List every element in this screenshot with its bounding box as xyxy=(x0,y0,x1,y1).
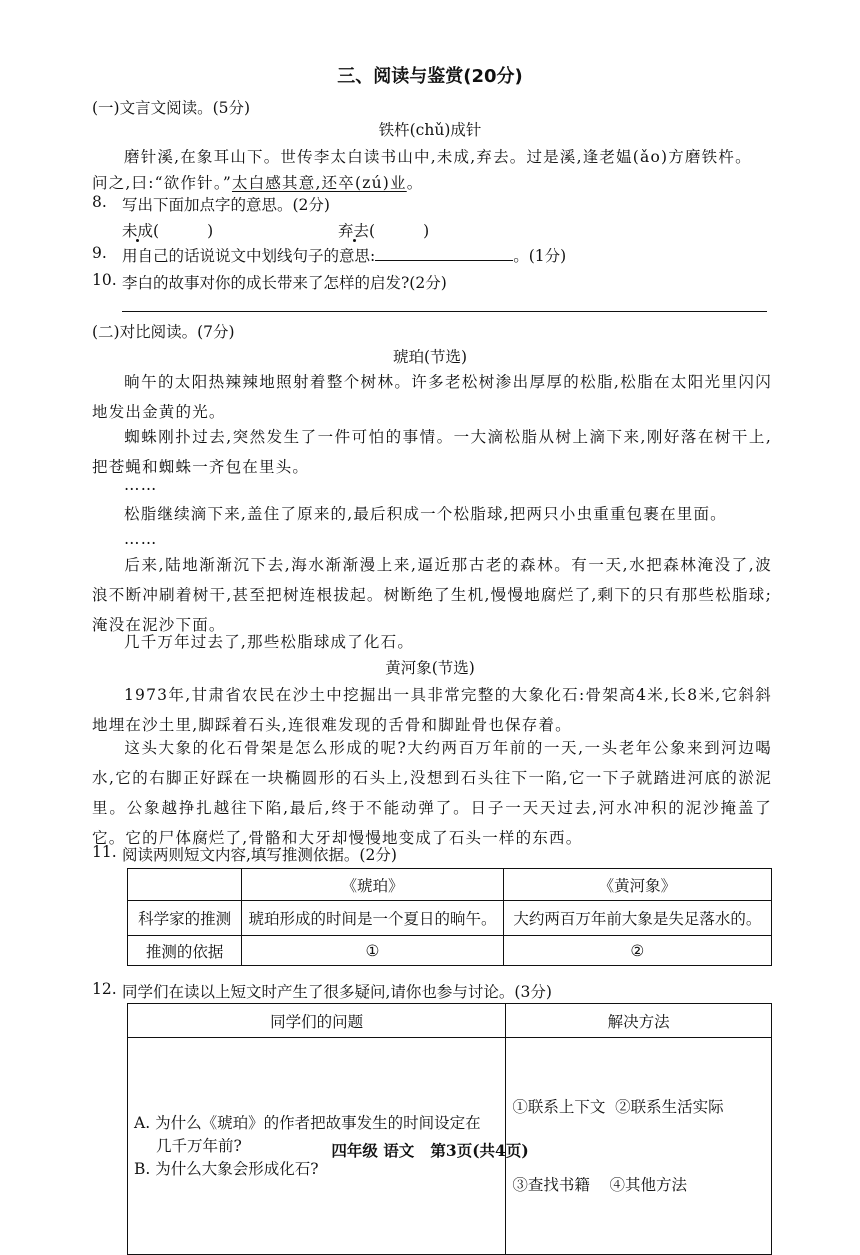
amber-p2-text: 蜘蛛刚扑过去,突然发生了一件可怕的事情。一大滴松脂从树上滴下来,刚好落在树干上,把苍蝇和蜘蛛一齐包在里头。 xyxy=(92,428,772,476)
q10-text: 李白的故事对你的成长带来了怎样的启发?(2分) xyxy=(122,274,447,292)
amber-p5-text: 几千万年过去了,那些松脂球成了化石。 xyxy=(124,633,415,651)
q10-answer-line[interactable] xyxy=(122,311,767,312)
q12-header-questions: 同学们的问题 xyxy=(128,1004,506,1038)
q12-question-a-label: A. xyxy=(134,1113,151,1132)
underlined-sentence: 太白感其意,还卒(zú)业 xyxy=(231,174,407,192)
q9-answer-blank[interactable] xyxy=(375,246,513,261)
q11-row-basis xyxy=(128,936,772,966)
q9-number: 9. xyxy=(92,244,107,262)
amber-p4-text: 后来,陆地渐渐沉下去,海水渐渐漫上来,逼近那古老的森林。有一天,水把森林淹没了,波浪不断冲刷着树干,甚至把树连根拔起。树断绝了生机,慢慢地腐烂了,剩下的只有那些松脂球;淹没在泥沙下面。 xyxy=(92,556,772,634)
q11-text: 阅读两则短文内容,填写推测依据。(2分) xyxy=(122,846,397,864)
q11-row-inference xyxy=(128,901,772,936)
q8-item2-close: ) xyxy=(423,222,430,240)
q12-methods-line1: ①联系上下文 ②联系生活实际 xyxy=(512,1098,724,1116)
text-title-tiechu: 铁杵(chǔ)成针 xyxy=(378,121,482,139)
q11-table xyxy=(127,868,772,966)
q12-header-row xyxy=(128,1004,772,1038)
q8-item2 xyxy=(338,219,429,241)
q11-elephant-inference: 大约两百万年前大象是失足落水的。 xyxy=(503,901,771,936)
q8-number: 8. xyxy=(92,193,107,211)
page-footer: 四年级 语文 第3页(共4页) xyxy=(331,1141,529,1160)
ellipsis-1: …… xyxy=(124,476,158,494)
elephant-p1-text: 1973年,甘肃省农民在沙土中挖掘出一具非常完整的大象化石:骨架高4米,长8米,它斜斜地埋在沙土里,脚踩着石头,连很难发现的舌骨和脚趾骨也保存着。 xyxy=(92,686,772,734)
q12-methods-line2: ③查找书籍 ④其他方法 xyxy=(512,1176,688,1194)
amber-paragraph-5 xyxy=(92,627,772,657)
ellipsis-2: …… xyxy=(124,530,158,548)
q11-elephant-basis-answer[interactable]: ② xyxy=(503,936,771,966)
passage-line2-a: 问之,曰:“欲作针。” xyxy=(92,174,232,192)
q8-text: 写出下面加点字的意思。(2分) xyxy=(122,196,330,214)
part1-heading: (一)文言文阅读。(5分) xyxy=(92,99,251,117)
q11-amber-basis-answer[interactable]: ① xyxy=(242,936,503,966)
q12-table xyxy=(127,1003,772,1255)
classical-passage-line1 xyxy=(124,145,752,167)
amber-p3-text: 松脂继续滴下来,盖住了原来的,最后积成一个松脂球,把两只小虫重重包裹在里面。 xyxy=(124,505,727,523)
q11-header-elephant: 《黄河象》 xyxy=(503,869,771,901)
q11-header-row xyxy=(128,869,772,901)
amber-p1-text: 晌午的太阳热辣辣地照射着整个树林。许多老松树渗出厚厚的松脂,松脂在太阳光里闪闪地发出金黄的光。 xyxy=(92,373,772,421)
section-title: 三、阅读与鉴赏(20分) xyxy=(337,66,523,87)
q12-question-b-text: 为什么大象会形成化石? xyxy=(155,1159,319,1178)
elephant-p2-text: 这头大象的化石骨架是怎么形成的呢?大约两百万年前的一天,一头老年公象来到河边喝水,它的右脚正好踩在一块椭圆形的石头上,没想到石头往下一陷,它一下子就踏进河底的淤泥里。公象越挣扎越往下陷,最后,终于不能动弹了。日子一天天过去,河水冲积的泥沙掩盖了它。它的尸体腐烂了,骨骼和大牙却慢慢地变成了石头一样的东西。 xyxy=(92,739,772,847)
q12-question-a-line1: 为什么《琥珀》的作者把故事发生的时间设定在 xyxy=(155,1113,481,1132)
elephant-paragraph-1 xyxy=(92,680,772,740)
amber-paragraph-1 xyxy=(92,367,772,427)
q12-text: 同学们在读以上短文时产生了很多疑问,请你也参与讨论。(3分) xyxy=(122,983,552,1001)
q8-item2-label: 弃去( xyxy=(338,222,376,240)
q11-row-label-basis: 推测的依据 xyxy=(128,936,242,966)
classical-passage-line2 xyxy=(92,171,423,193)
q11-row-label-inference: 科学家的推测 xyxy=(128,901,242,936)
q8-item1-close: ) xyxy=(207,222,214,240)
q12-header-methods: 解决方法 xyxy=(506,1004,772,1038)
q11-number: 11. xyxy=(92,843,117,861)
q12-number: 12. xyxy=(92,980,117,998)
q9-text: 用自己的话说说文中划线句子的意思: xyxy=(122,247,376,265)
q8-item1 xyxy=(122,219,213,241)
passage-line2-b: 。 xyxy=(406,174,424,192)
text-title-amber: 琥珀(节选) xyxy=(392,348,468,366)
q12-question-b-label: B. xyxy=(134,1159,151,1178)
q10-number: 10. xyxy=(92,271,117,289)
q8-item1-label: 未成( xyxy=(122,222,160,240)
part2-heading: (二)对比阅读。(7分) xyxy=(92,323,235,341)
q11-amber-inference: 琥珀形成的时间是一个夏日的晌午。 xyxy=(242,901,503,936)
text-title-yellow-river-elephant: 黄河象(节选) xyxy=(385,659,475,677)
amber-ellipsis-1 xyxy=(92,470,772,500)
q12-question-a xyxy=(134,1112,501,1135)
q12-question-a-cont: 几千万年前? xyxy=(156,1136,242,1155)
q9-question xyxy=(122,244,566,266)
q11-header-amber: 《琥珀》 xyxy=(242,869,503,901)
passage-line1: 磨针溪,在象耳山下。世传李太白读书山中,未成,弃去。过是溪,逢老媪(ǎo)方磨铁杵。 xyxy=(124,148,752,166)
elephant-paragraph-2 xyxy=(92,733,772,853)
q11-header-empty xyxy=(128,869,242,901)
q9-tail: 。(1分) xyxy=(513,247,567,265)
